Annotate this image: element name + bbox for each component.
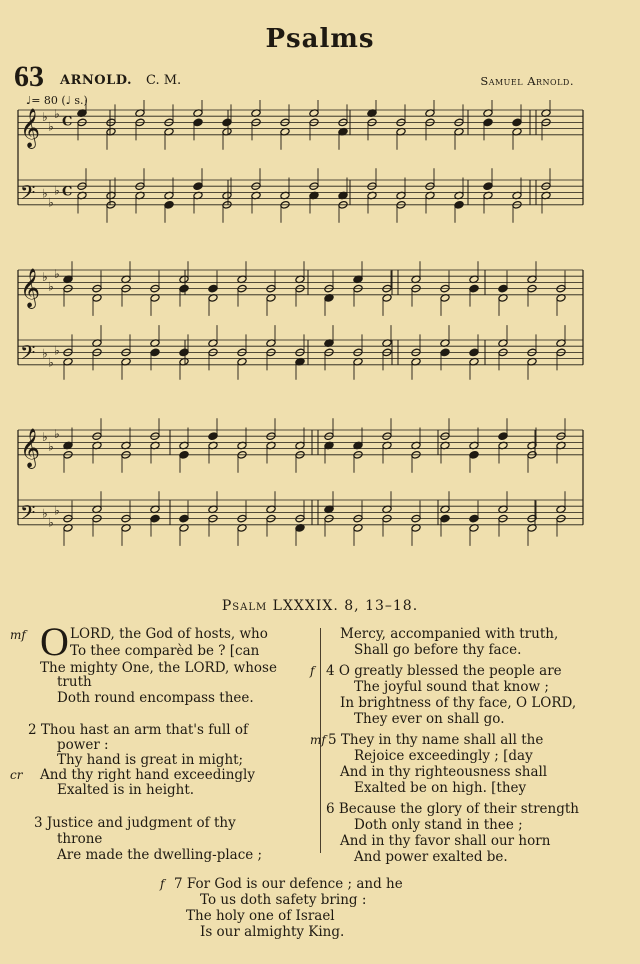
verse-4-line-4: They ever on shall go. bbox=[354, 711, 505, 727]
flat-icon: ♭ bbox=[54, 183, 60, 198]
flat-icon: ♭ bbox=[42, 270, 48, 285]
tempo-text: = 80 (♩ s.) bbox=[31, 94, 88, 107]
verse-6-line-3: And in thy favor shall our horn bbox=[340, 833, 551, 849]
note-head bbox=[208, 284, 218, 293]
flat-icon: ♭ bbox=[48, 279, 54, 294]
verse-3-line-1: 3 Justice and judgment of thy bbox=[34, 815, 236, 831]
flat-icon: ♭ bbox=[42, 430, 48, 445]
note-head bbox=[498, 284, 508, 293]
treble-clef-icon: 𝄞 bbox=[20, 427, 41, 468]
flat-icon: ♭ bbox=[42, 506, 48, 521]
verse-6-line-2: Doth only stand in thee ; bbox=[354, 817, 523, 833]
time-signature: C bbox=[62, 184, 73, 200]
dynamic-v1: mf bbox=[10, 628, 26, 642]
treble-clef-icon: 𝄞 bbox=[20, 267, 41, 308]
verse-2-line-5: Exalted is in height. bbox=[57, 782, 195, 798]
note-head bbox=[222, 118, 232, 127]
page-title: Psalms bbox=[265, 24, 375, 54]
psalm-title-name: Psalm LXXXIX. bbox=[221, 598, 339, 614]
meter: C. M. bbox=[146, 73, 182, 88]
psalm-title bbox=[0, 598, 640, 614]
verse-3-line-3: Are made the dwelling-place ; bbox=[57, 847, 263, 863]
note-head bbox=[440, 348, 450, 357]
flat-icon: ♭ bbox=[42, 346, 48, 361]
note-head bbox=[512, 118, 522, 127]
tune-name: ARNOLD. bbox=[60, 73, 133, 88]
flat-icon: ♭ bbox=[48, 195, 54, 210]
note-head bbox=[193, 182, 203, 191]
note-head bbox=[179, 451, 189, 460]
verse-3b-line-2: Shall go before thy face. bbox=[354, 642, 522, 658]
dynamic-v4: f bbox=[310, 664, 315, 678]
bass-clef-icon: 𝄢 bbox=[20, 340, 36, 369]
verse-1-line-3: The mighty One, the LORD, whose bbox=[40, 660, 277, 676]
flat-icon: ♭ bbox=[54, 107, 60, 122]
psalm-title-verses: 8, 13–18. bbox=[338, 598, 419, 614]
verse-5-line-2: Rejoice exceedingly ; [day bbox=[354, 748, 533, 764]
verse-7-line-2: To us doth safety bring : bbox=[200, 892, 367, 908]
flat-icon: ♭ bbox=[54, 427, 60, 442]
note-head bbox=[454, 201, 464, 210]
verse-1-line-2: To thee comparèd be ? [can bbox=[70, 643, 260, 659]
note-head bbox=[498, 432, 508, 441]
verse-7-line-4: Is our almighty King. bbox=[200, 924, 345, 940]
note-head bbox=[208, 432, 218, 441]
verse-2-line-2: power : bbox=[57, 737, 109, 753]
verse-7-line-1: 7 For God is our defence ; and he bbox=[174, 876, 403, 892]
note-head bbox=[179, 514, 189, 523]
treble-clef-icon: 𝄞 bbox=[20, 107, 41, 148]
flat-icon: ♭ bbox=[42, 110, 48, 125]
verse-1-line-4: truth bbox=[57, 674, 92, 690]
drop-cap: O bbox=[40, 619, 69, 664]
verse-5-line-3: And in thy righteousness shall bbox=[340, 764, 548, 780]
composer: Samuel Arnold. bbox=[480, 74, 574, 88]
dynamic-v7: f bbox=[160, 877, 165, 891]
verse-1-line-5: Doth round encompass thee. bbox=[57, 690, 254, 706]
dynamic-v5: mf bbox=[310, 733, 326, 747]
note-head bbox=[164, 201, 174, 210]
verse-3-line-2: throne bbox=[57, 831, 103, 847]
verse-5-line-4: Exalted be on high. [they bbox=[354, 780, 527, 796]
music-notation bbox=[0, 100, 640, 570]
note-head bbox=[193, 118, 203, 127]
bass-clef-icon: 𝄢 bbox=[20, 500, 36, 529]
verse-5-line-1: 5 They in thy name shall all the bbox=[328, 732, 544, 748]
tempo-marking: ♩= 80 (♩ s.) bbox=[26, 94, 88, 107]
note-head bbox=[179, 284, 189, 293]
verse-2-line-4: And thy right hand exceedingly bbox=[40, 767, 255, 783]
note-head bbox=[179, 348, 189, 357]
note-head bbox=[483, 118, 493, 127]
note-head bbox=[469, 284, 479, 293]
flat-icon: ♭ bbox=[48, 439, 54, 454]
verse-2-line-1: 2 Thou hast an arm that's full of bbox=[28, 722, 248, 738]
verse-4-line-3: In brightness of thy face, O LORD, bbox=[340, 695, 577, 711]
verse-7-line-3: The holy one of Israel bbox=[186, 908, 335, 924]
note-head bbox=[469, 348, 479, 357]
note-head bbox=[469, 514, 479, 523]
verse-3b-line-1: Mercy, accompanied with truth, bbox=[340, 626, 559, 642]
note-head bbox=[469, 451, 479, 460]
note-head bbox=[150, 514, 160, 523]
flat-icon: ♭ bbox=[54, 343, 60, 358]
hymn-number: 63 bbox=[14, 60, 44, 93]
dynamic-v2: cr bbox=[10, 768, 23, 782]
flat-icon: ♭ bbox=[42, 186, 48, 201]
note-head bbox=[440, 514, 450, 523]
flat-icon: ♭ bbox=[48, 355, 54, 370]
verse-4-line-2: The joyful sound that know ; bbox=[354, 679, 549, 695]
verse-2-line-3: Thy hand is great in might; bbox=[57, 752, 244, 768]
verse-1-line-1: LORD, the God of hosts, who bbox=[70, 626, 268, 642]
verse-4-line-1: 4 O greatly blessed the people are bbox=[326, 663, 562, 679]
note-head bbox=[150, 348, 160, 357]
flat-icon: ♭ bbox=[54, 267, 60, 282]
note-head bbox=[483, 182, 493, 191]
bass-clef-icon: 𝄢 bbox=[20, 180, 36, 209]
flat-icon: ♭ bbox=[48, 119, 54, 134]
flat-icon: ♭ bbox=[48, 515, 54, 530]
verse-6-line-1: 6 Because the glory of their strength bbox=[326, 801, 579, 817]
flat-icon: ♭ bbox=[54, 503, 60, 518]
verse-6-line-4: And power exalted be. bbox=[354, 849, 508, 865]
time-signature: C bbox=[62, 114, 73, 130]
